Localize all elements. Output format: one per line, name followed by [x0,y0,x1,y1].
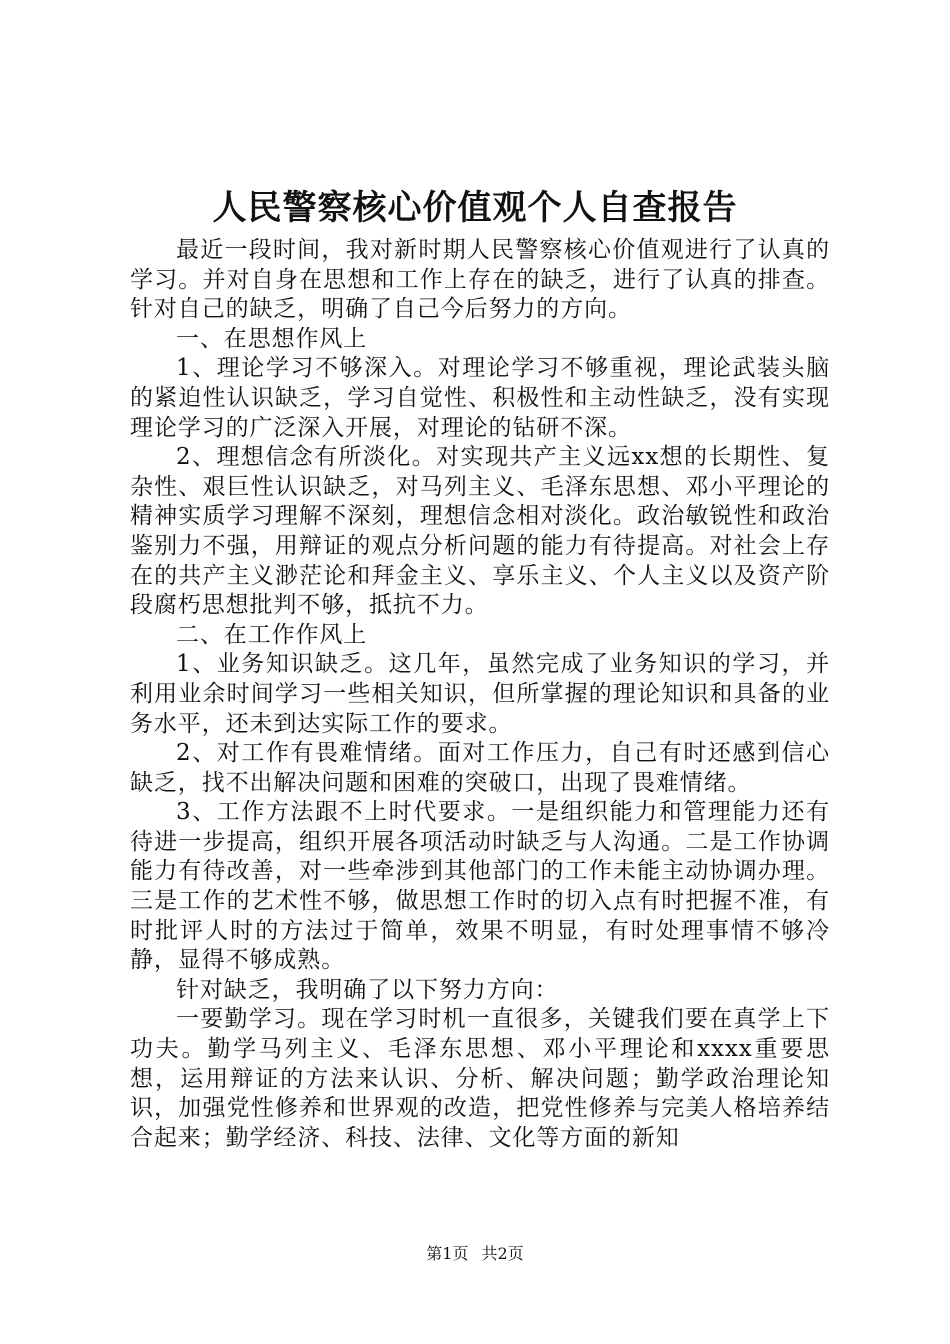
paragraph-intro: 最近一段时间，我对新时期人民警察核心价值观进行了认真的学习。并对自身在思想和工作上存在的缺乏，进行了认真的排查。针对自己的缺乏，明确了自己今后努力的方向。 [130,237,830,323]
paragraph-diligent-study: 一要勤学习。现在学习时机一直很多，关键我们要在真学上下功夫。勤学马列主义、毛泽东思想、邓小平理论和xxxx重要思想，运用辩证的方法来认识、分析、解决问题；勤学政治理论知识，加强党性修养和世界观的改造，把党性修养与完美人格培养结合起来；勤学经济、科技、法律、文化等方面的新知 [130,1006,830,1151]
paragraph-improvement-intro: 针对缺乏，我明确了以下努力方向： [176,976,559,1003]
page-footer [0,1243,950,1265]
page-total: 共2页 [481,1244,524,1263]
section-heading-work-style: 二、在工作作风上 [176,621,368,648]
paragraph-work-fear: 2、对工作有畏难情绪。面对工作压力，自己有时还感到信心缺乏，找不出解决问题和困难的突破口，出现了畏难情绪。 [130,740,830,796]
paragraph-theory-study: 1、理论学习不够深入。对理论学习不够重视，理论武装头脑的紧迫性认识缺乏，学习自觉性、积极性和主动性缺乏，没有实现理论学习的广泛深入开展，对理论的钻研不深。 [130,355,830,441]
document-body [130,236,830,1153]
section-heading-ideology: 一、在思想作风上 [176,325,368,352]
document-title: 人民警察核心价值观个人自查报告 [212,188,738,228]
paragraph-business-knowledge: 1、业务知识缺乏。这几年，虽然完成了业务知识的学习，并利用业余时间学习一些相关知识，但所掌握的理论知识和具备的业务水平，还未到达实际工作的要求。 [130,651,830,737]
page-number: 第1页 [426,1244,469,1263]
paragraph-ideals-belief: 2、理想信念有所淡化。对实现共产主义远xx想的长期性、复杂性、艰巨性认识缺乏，对马列主义、毛泽东思想、邓小平理论的精神实质学习理解不深刻，理想信念相对淡化。政治敏锐性和政治鉴别力不强，用辩证的观点分析问题的能力有待提高。对社会上存在的共产主义渺茫论和拜金主义、享乐主义、个人主义以及资产阶段腐朽思想批判不够，抵抗不力。 [130,444,830,619]
paragraph-work-methods: 3、工作方法跟不上时代要求。一是组织能力和管理能力还有待进一步提高，组织开展各项活动时缺乏与人沟通。二是工作协调能力有待改善，对一些牵涉到其他部门的工作未能主动协调办理。三是工作的艺术性不够，做思想工作时的切入点有时把握不准，有时批评人时的方法过于简单，效果不明显，有时处理事情不够冷静，显得不够成熟。 [130,799,830,974]
